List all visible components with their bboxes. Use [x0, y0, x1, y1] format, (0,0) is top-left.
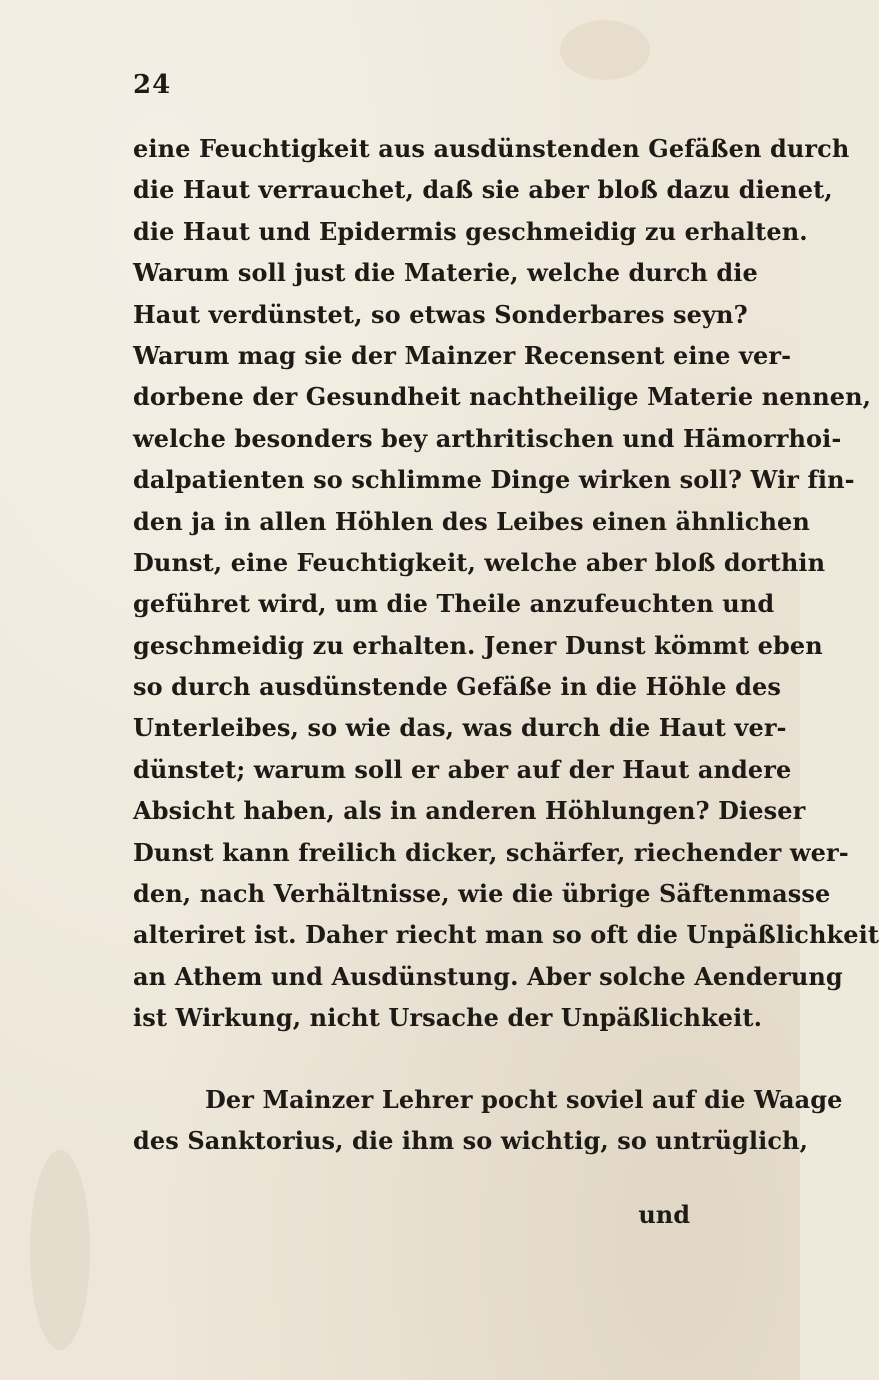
body-text [133, 128, 879, 1161]
text-line: welche besonders bey arthritischen und Hämorrhoi- [133, 423, 842, 453]
text-line: die Haut und Epidermis geschmeidig zu erhalten. [133, 216, 808, 246]
page-number: 24 [133, 70, 172, 100]
paragraph-2 [133, 1079, 843, 1162]
text-line: ist Wirkung, nicht Ursache der Unpäßlichkeit. [133, 1003, 763, 1033]
paper-stain [30, 1150, 90, 1350]
text-line: Dunst, eine Feuchtigkeit, welche aber bloß dorthin [133, 547, 826, 577]
text-line: dalpatienten so schlimme Dinge wirken soll? Wir fin- [133, 465, 855, 495]
text-line: die Haut verrauchet, daß sie aber bloß dazu dienet, [133, 175, 833, 205]
text-line: den, nach Verhältnisse, wie die übrige Säftenmasse [133, 879, 831, 909]
text-line: Haut verdünstet, so etwas Sonderbares seyn? [133, 299, 748, 329]
text-line: des Sanktorius, die ihm so wichtig, so untrüglich, [133, 1125, 809, 1155]
text-line: geschmeidig zu erhalten. Jener Dunst kömmt eben [133, 630, 823, 660]
paragraph-1 [133, 128, 879, 1039]
text-line: den ja in allen Höhlen des Leibes einen ähnlichen [133, 506, 810, 536]
paragraph-gap [133, 1039, 733, 1079]
text-line: an Athem und Ausdünstung. Aber solche Aenderung [133, 961, 843, 991]
text-line: alteriret ist. Daher riecht man so oft die Unpäßlichkeit [133, 920, 879, 950]
text-line: Dunst kann freilich dicker, schärfer, riechender wer- [133, 837, 849, 867]
text-line: Der Mainzer Lehrer pocht soviel auf die Waage [205, 1084, 843, 1114]
text-line: dünstet; warum soll er aber auf der Haut andere [133, 754, 792, 784]
text-line: geführet wird, um die Theile anzufeuchten und [133, 589, 775, 619]
text-line: Unterleibes, so wie das, was durch die Haut ver- [133, 713, 787, 743]
catchword: und [638, 1200, 690, 1229]
paper-stain [560, 20, 650, 80]
text-line: so durch ausdünstende Gefäße in die Höhle des [133, 672, 781, 702]
text-line: Warum soll just die Materie, welche durch die [133, 258, 758, 288]
text-line: Absicht haben, als in anderen Höhlungen? Dieser [133, 796, 806, 826]
text-line: dorbene der Gesundheit nachtheilige Materie nennen, [133, 382, 872, 412]
text-line: Warum mag sie der Mainzer Recensent eine ver- [133, 340, 792, 370]
text-line: eine Feuchtigkeit aus ausdünstenden Gefäßen durch [133, 134, 850, 163]
